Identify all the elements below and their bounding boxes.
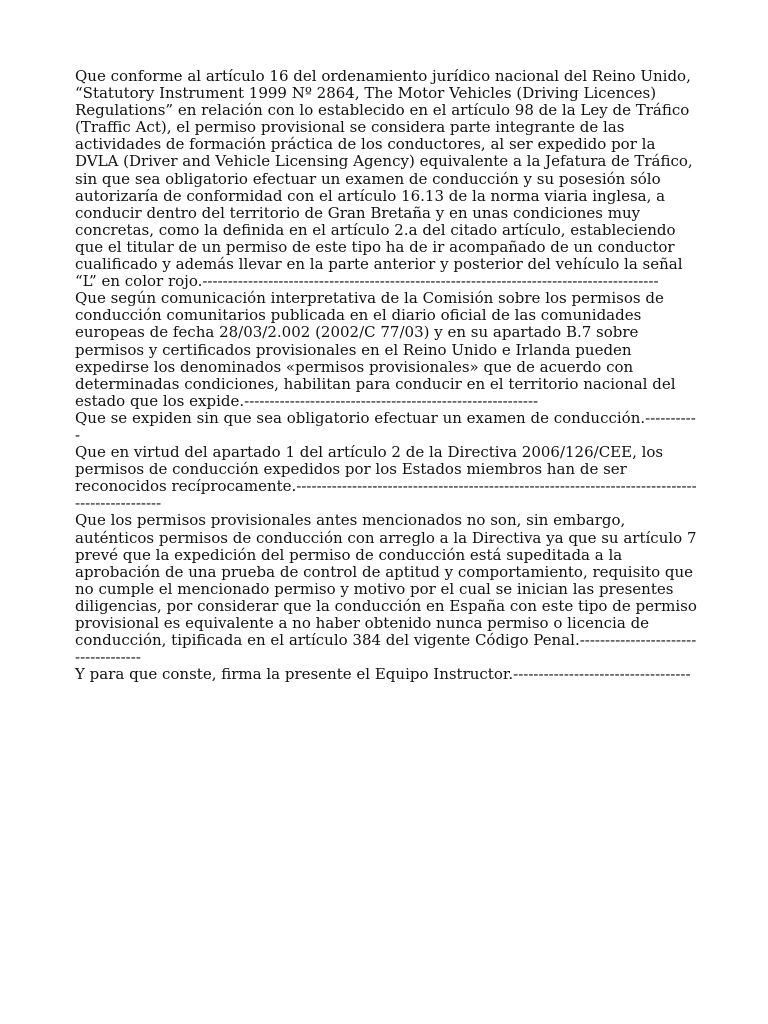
paragraph-no-exam: Que se expiden sin que sea obligatorio efectuar un examen de conducción.----------- [75, 408, 696, 444]
paragraph-directive-recognition: Que en virtud del apartado 1 del artículo 2 de la Directiva 2006/126/CEE, los permisos de conducción expedidos por los Estados miembros han de ser reconocidos recíprocamente.------------------------------------------------------------------------------------------------ [75, 443, 697, 513]
paragraph-not-authentic-licences: Que los permisos provisionales antes mencionados no son, sin embargo, auténticos permisos de conducción con arreglo a la Directiva ya que su artículo 7 prevé que la expedición del permiso de conducción está supeditada a la aprobación de una prueba de control de aptitud y comportamiento, requisito que no cumple el mencionado permiso y motivo por el cual se inician las presentes diligencias, por considerar que la conducción en España con este tipo de permiso provisional es equivalente a no haber obtenido nunca permiso o licencia de conducción, tipificada en el artículo 384 del vigente Código Penal.------------------------------------ [75, 511, 697, 667]
document-body [75, 68, 697, 683]
paragraph-signature-line: Y para que conste, firma la presente el Equipo Instructor.----------------------------------- [75, 665, 691, 684]
paragraph-uk-provisional-licence: Que conforme al artículo 16 del ordenamiento jurídico nacional del Reino Unido, “Statutory Instrument 1999 Nº 2864, The Motor Vehicles (Driving Licences) Regulations” en relación con lo establecido en el artículo 98 de la Ley de Tráfico (Traffic Act), el permiso provisional se considera parte integrante de las actividades de formación práctica de los conductores, al ser expedido por la DVLA (Driver and Vehicle Licensing Agency) equivalente a la Jefatura de Tráfico, sin que sea obligatorio efectuar un examen de conducción y su posesión sólo autorizaría de conformidad con el artículo 16.13 de la norma viaria inglesa, a conducir dentro del territorio de Gran Bretaña y en unas condiciones muy concretas, como la definida en el artículo 2.a del citado artículo, estableciendo que el titular de un permiso de este tipo ha de ir acompañado de un conductor cualificado y además llevar en la parte anterior y posterior del vehículo la señal “L” en color rojo.------------------------------------------------------------------------------------------ [75, 67, 693, 291]
paragraph-commission-communication: Que según comunicación interpretativa de la Comisión sobre los permisos de conducción comunitarios publicada en el diario oficial de las comunidades europeas de fecha 28/03/2.002 (2002/C 77/03) y en su apartado B.7 sobre permisos y certificados provisionales en el Reino Unido e Irlanda pueden expedirse los denominados «permisos provisionales» que de acuerdo con determinadas condiciones, habilitan para conducir en el territorio nacional del estado que los expide.---------------------------------------------------------- [75, 289, 676, 410]
